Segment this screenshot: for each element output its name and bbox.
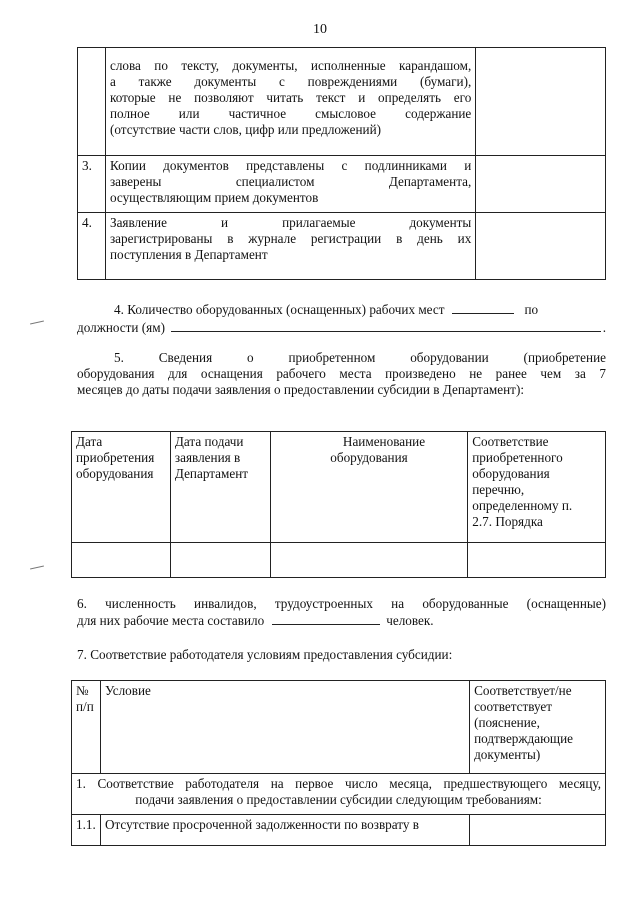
scan-mark-2: [30, 566, 44, 570]
row-number: 4.: [78, 213, 106, 280]
header-application-date: Дата подачи заявления в Департамент: [170, 432, 270, 543]
text-line: а также документы с повреждениями (бумаги),: [109, 74, 472, 89]
header-compliance: Соответствует/не соответствует (пояснение, подтверждающие документы): [470, 681, 606, 774]
table-header-row: [72, 681, 606, 774]
row-number: 3.: [78, 156, 106, 213]
employer-conditions-table: [71, 680, 606, 846]
row-number: [78, 48, 106, 156]
text-line: заверены специалистом Департамента,: [109, 174, 472, 189]
para4-text-end: по: [524, 302, 539, 317]
row-text: [105, 48, 475, 156]
table-header-row: [72, 432, 606, 543]
cell-list-compliance[interactable]: [468, 543, 606, 578]
text-line: зарегистрированы в журнале регистрации в день их: [109, 231, 472, 246]
positions-field[interactable]: [171, 319, 601, 332]
cell-equipment-name[interactable]: [270, 543, 467, 578]
paragraph-7: 7. Соответствие работодателя условиям предоставления субсидии:: [77, 647, 453, 662]
page-number: 10: [313, 22, 327, 37]
employed-count-field[interactable]: [272, 612, 380, 625]
section-row: [72, 774, 606, 815]
checklist-table-top: [77, 47, 606, 280]
table-row: [72, 543, 606, 578]
text-line: поступления в Департамент: [109, 247, 268, 262]
mark-cell[interactable]: [476, 213, 606, 280]
para6-line: 6. численность инвалидов, трудоустроенных на оборудованные (оснащенные): [77, 596, 606, 611]
header-purchase-date: Дата приобретения оборудования: [72, 432, 171, 543]
para4-position-label: должности (ям): [77, 320, 165, 335]
row-condition-text: Отсутствие просроченной задолженности по возврату в: [100, 815, 469, 846]
text-line: Заявление и прилагаемые документы: [109, 215, 472, 230]
text-line: полное или частичное смысловое содержание: [109, 106, 472, 121]
scan-mark-1: [30, 321, 44, 325]
para4-text: 4. Количество оборудованных (оснащенных) рабочих мест: [114, 302, 445, 317]
text-line: которые не позволяют читать текст и определять его: [109, 90, 472, 105]
para4-period: .: [602, 320, 606, 335]
text-line: осуществляющим прием документов: [109, 190, 319, 205]
compliance-cell[interactable]: [470, 815, 606, 846]
paragraph-5: [77, 350, 606, 398]
table-row: [78, 213, 606, 280]
mark-cell[interactable]: [476, 48, 606, 156]
para6-text: для них рабочие места составило: [77, 613, 265, 628]
cell-application-date[interactable]: [170, 543, 270, 578]
para5-line: месяцев до даты подачи заявления о предоставлении субсидии в Департамент):: [77, 382, 525, 397]
table-row: [72, 815, 606, 846]
table-row: [78, 48, 606, 156]
para5-line: 5. Сведения о приобретенном оборудовании (приобретение: [114, 350, 606, 365]
header-number: № п/п: [72, 681, 101, 774]
row-number: 1.1.: [72, 815, 101, 846]
header-list-compliance: Соответствие приобретенного оборудования перечню, определенному п. 2.7. Порядка: [468, 432, 606, 543]
text-line: слова по тексту, документы, исполненные карандашом,: [109, 58, 472, 73]
header-equipment-name: Наименование оборудования: [270, 432, 467, 543]
header-condition: Условие: [100, 681, 469, 774]
paragraph-6: [77, 596, 606, 629]
text-line: (отсутствие части слов, цифр или предложений): [109, 122, 382, 137]
section-1-text: 1. Соответствие работодателя на первое число месяца, предшествующего месяцу, подачи заявления о предоставлении субсидии следующим требованиям:: [72, 774, 606, 815]
row-text: [105, 156, 475, 213]
text-line: Копии документов представлены с подлинниками и: [109, 158, 472, 173]
para6-unit: человек.: [386, 613, 434, 628]
cell-purchase-date[interactable]: [72, 543, 171, 578]
row-text: [105, 213, 475, 280]
paragraph-4: [77, 301, 606, 336]
para5-line: оборудования для оснащения рабочего места произведено не ранее чем за 7: [77, 366, 606, 381]
workplaces-count-field[interactable]: [452, 301, 514, 314]
table-row: [78, 156, 606, 213]
mark-cell[interactable]: [476, 156, 606, 213]
equipment-table: [71, 431, 606, 578]
